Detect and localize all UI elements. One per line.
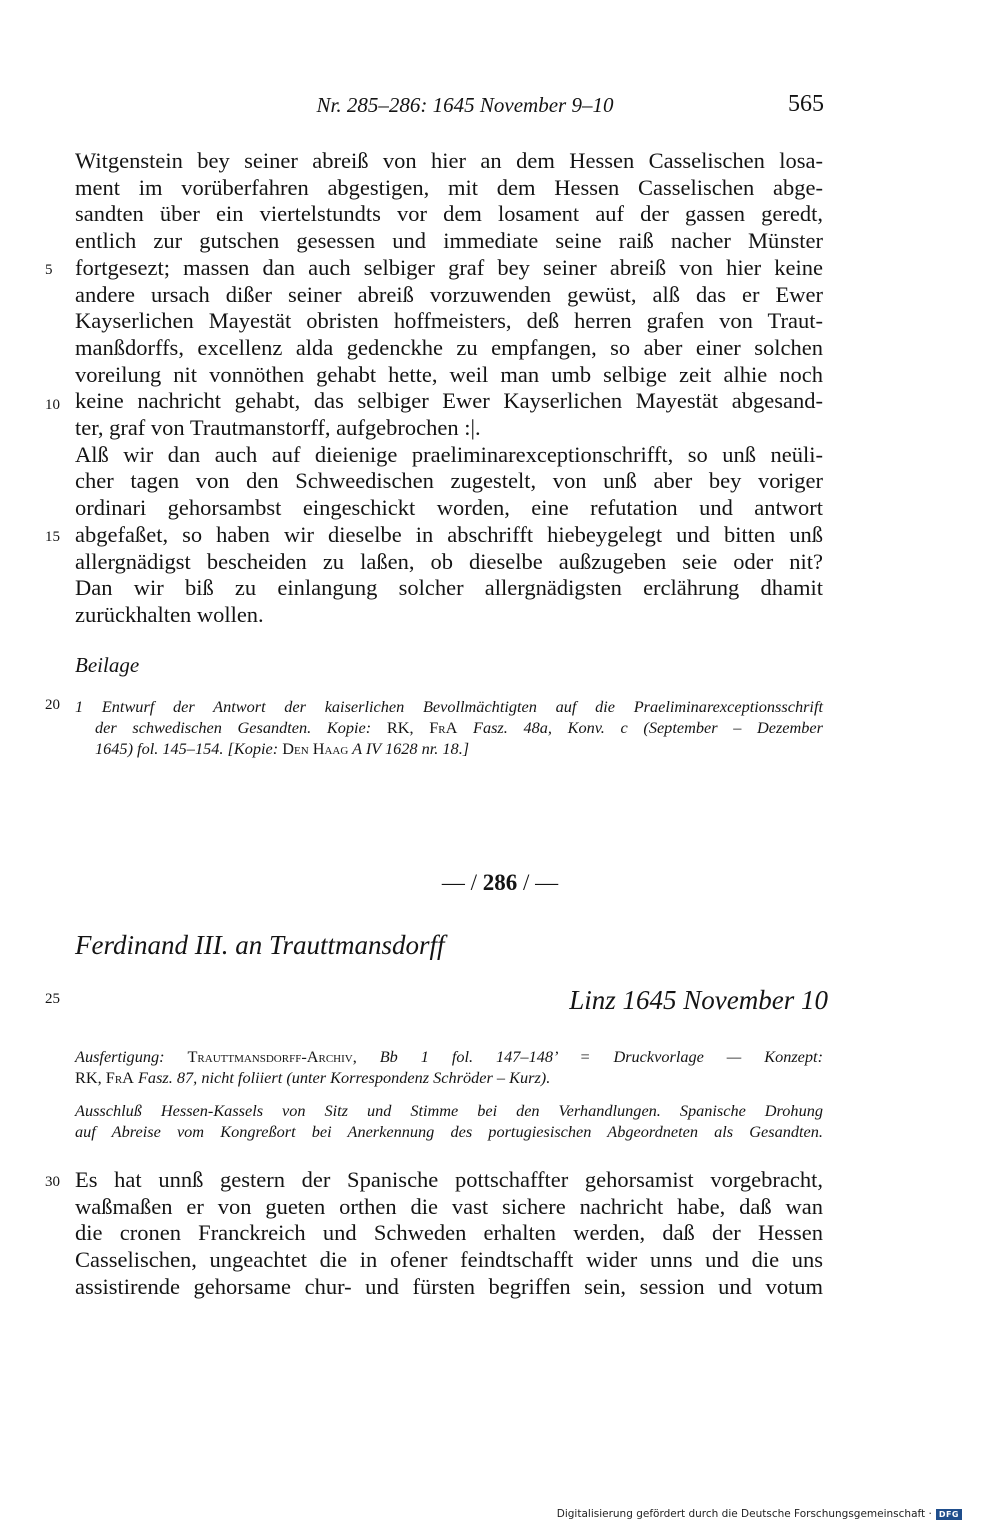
regest-note [75,1100,823,1142]
text-line: zurückhalten wollen. [75,601,264,627]
text-line: waßmaßen er von gueten orthen die vast sichere nachricht habe, daß wan [75,1193,823,1219]
text-line: Alß wir dan auch auf dieienige praeliminarexceptionschrifft, so unß neüli- [75,441,823,467]
line-number: 25 [45,991,60,1007]
text-line: allergnädigst bescheiden zu laßen, ob dieselbe außzugeben seie oder nit? [75,548,823,574]
text-line: ordinari gehorsambst eingeschickt worden, eine refutation und antwort [75,495,823,521]
source-line: RK, FrA Fasz. 87, nicht foliiert (unter Korrespondenz Schröder – Kurz). [75,1068,551,1087]
credit-text: Digitalisierung gefördert durch die Deutsche Forschungsgemeinschaft · [556,1508,932,1520]
line-number: 15 [45,529,60,545]
text-line: keine nachricht gehabt, das selbiger Ewer Kayserlichen Mayestät abgesand- [75,388,823,414]
enclosure-line: 1 Entwurf der Antwort der kaiserlichen Bevollmächtigten auf die Praeliminarexceptionsschrift [75,697,823,716]
enclosure-line: 1645) fol. 145–154. [Kopie: Den Haag A IV 1628 nr. 18.] [95,739,470,758]
source-note [75,1046,823,1088]
digitization-credit [557,1508,962,1520]
enclosure-note [75,696,823,759]
doc285-body [75,148,823,629]
text-line: Dan wir biß zu einlangung solcher allergnädigsten erclährung dhamit [75,575,823,601]
line-number: 30 [45,1174,60,1190]
text-line: Es hat unnß gestern der Spanische pottschaffter gehorsamist vorgebracht, [75,1167,823,1192]
line-number: 20 [45,697,60,713]
document-place-date: Linz 1645 November 10 [569,985,828,1015]
document-title: Ferdinand III. an Trauttmansdorff [75,930,445,960]
line-number: 5 [45,262,53,278]
text-line: assistirende gehorsame chur- und fürsten begriffen sein, session und votum [75,1273,823,1299]
regest-line: auf Abreise vom Kongreßort bei Anerkennung des portugiesischen Abgeordneten als Gesandten. [75,1122,823,1141]
text-line: Kayserlichen Mayestät obristen hoffmeisters, deß herren grafen von Traut- [75,308,823,334]
text-line: manßdorffs, excellenz alda gedenckhe zu empfangen, so aber einer solchen [75,334,823,360]
text-line: abgefaßet, so haben wir dieselbe in abschrifft hiebeygelegt und bitten unß [75,521,823,547]
regest-line: Ausschluß Hessen-Kassels von Sitz und Stimme bei den Verhandlungen. Spanische Drohung [75,1101,823,1120]
doc286-body [75,1167,823,1301]
enclosure-line: der schwedischen Gesandten. Kopie: RK, FrA Fasz. 48a, Konv. c (September – Dezember [95,718,823,737]
text-line: entlich zur gutschen gesessen und immediate seine raiß nacher Münster [75,228,823,254]
text-line: cher tagen von den Schweedischen zugestelt, von unß aber bey voriger [75,468,823,494]
text-line: ment im vorüberfahren abgestigen, mit dem Hessen Casselischen abge- [75,174,823,200]
enclosure-label: Beilage [75,653,140,677]
page-number: 565 [788,91,824,117]
document-number: — / 286 / — [441,870,559,895]
source-line: Ausfertigung: Trauttmansdorff-Archiv, Bb 1 fol. 147–148’ = Druckvorlage — Konzept: [75,1047,823,1066]
text-line: Casselischen, ungeachtet die in ofener feindtschafft wider unns und die uns [75,1247,823,1273]
text-line: fortgesezt; massen dan auch selbiger graf bey seiner abreiß von hier keine [75,254,823,280]
line-number: 10 [45,397,60,413]
text-line: sandten über ein viertelstundts vor dem losament auf der gassen geredt, [75,201,823,227]
running-title: Nr. 285–286: 1645 November 9–10 [316,93,614,117]
text-line: die cronen Franckreich und Schweden erhalten werden, daß der Hessen [75,1220,823,1246]
text-line: voreilung nit vonnöthen gehabt hette, weil man umb selbige zeit alhie noch [75,361,823,387]
text-line: ter, graf von Trautmanstorff, aufgebrochen :|. [75,415,481,441]
dfg-logo: DFG [936,1509,962,1520]
text-line: Witgenstein bey seiner abreiß von hier an dem Hessen Casselischen losa- [75,148,823,173]
text-line: andere ursach dißer seiner abreiß vorzuwenden gewüst, alß das er Ewer [75,281,823,307]
